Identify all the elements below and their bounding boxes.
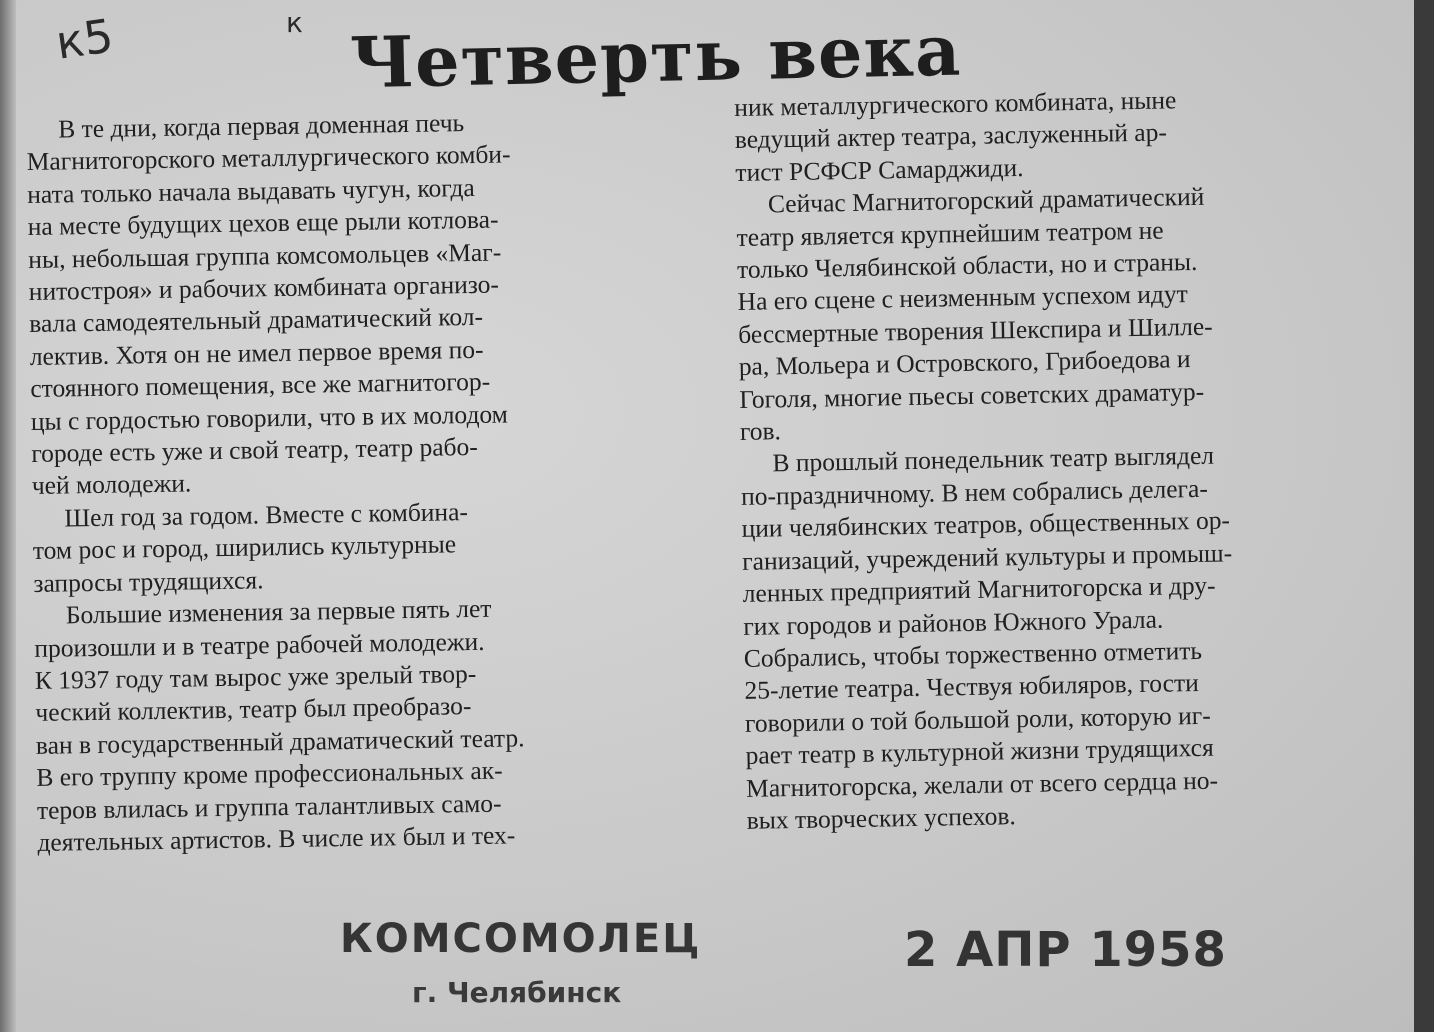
text-line: лектив. Хотя он не имел первое время по- [29,334,484,371]
text-line: Собрались, чтобы торжественно отметить [743,635,1203,673]
text-line: по-праздничному. В нем собрались делега- [740,473,1209,511]
text-line: Магнитогорского металлургического комби- [26,139,511,177]
background-edge [1414,0,1434,1032]
text-line: говорили о той большой роли, которую иг- [744,700,1211,738]
text-line: только Челябинской области, но и страны. [736,246,1198,285]
text-line: городе есть уже и свой театр, театр рабо- [31,432,478,469]
handwritten-mark: к5 [52,8,117,70]
text-line: Магнитогорска, желали от всего сердца но- [745,765,1219,803]
text-line: В прошлый понедельник театр выглядел [772,441,1215,478]
text-line: К 1937 году там вырос уже зрелый твор- [34,658,477,695]
text-line: Сейчас Магнитогорский драматический [767,182,1205,219]
text-line: Шел год за годом. Вместе с комбина- [64,496,469,533]
stamp-date: 2 АПР 1958 [904,922,1227,978]
text-line: ван в государственный драматический театр. [35,722,525,760]
text-line: произошли и в театре рабочей молодежи. [34,626,485,663]
text-line: ленных предприятий Магнитогорска и дру- [742,570,1216,609]
handwritten-star-mark: к [286,6,303,39]
text-line: цы с гордостью говорили, что в их молодом [30,399,509,436]
text-line: Большие изменения за первые пять лет [65,593,492,630]
text-line: стоянного помещения, все же магнитогор- [30,366,491,404]
text-line: рает театр в культурной жизни трудящихся [745,732,1214,771]
text-line: театр является крупнейшим театром не [736,215,1164,252]
text-line: ник металлургического комбината, ныне [734,85,1177,122]
stamp-newspaper-name: КОМСОМОЛЕЦ [340,916,702,962]
text-line: ции челябинских театров, общественных ор- [741,505,1231,544]
text-line: Гоголя, многие пьесы советских драматур- [739,376,1205,414]
text-line: нитостроя» и рабочих комбината организо- [28,269,500,307]
text-line: чей молодежи. [31,468,192,501]
text-line: 25-летие театра. Чествуя юбиляров, гости [744,668,1199,706]
article-title: Четверть века [349,8,963,105]
text-line: гих городов и районов Южного Урала. [743,604,1164,641]
text-line: запросы трудящихся. [33,565,264,598]
text-line: ческий коллектив, театр был преобразо- [35,691,472,728]
text-line: В его труппу кроме профессиональных ак- [36,755,503,793]
text-line: ра, Мольера и Островского, Грибоедова и [738,344,1191,382]
article-left-column [26,103,708,859]
stamp-city: г. Челябинск [412,976,622,1009]
article-right-column [734,80,1417,837]
text-line: теров влилась и группа талантливых само- [36,788,502,825]
text-line: В те дни, когда первая доменная печь [58,108,465,144]
text-line: бессмертные творения Шекспира и Шилле- [737,311,1213,349]
text-line: том рос и город, ширились культурные [32,529,457,566]
text-line: На его сцене с неизменным успехом идут [737,279,1189,317]
text-line: ната только начала выдавать чугун, когда [27,172,475,209]
text-line: деятельных артистов. В числе их был и тех- [37,820,516,857]
text-line: ны, небольшая группа комсомольцев «Маг- [28,237,502,274]
text-line: гов. [739,416,782,447]
clipping-left-edge [0,0,16,1032]
text-line: тист РСФСР Самарджиди. [735,152,1024,187]
text-line: на месте будущих цехов еще рыли котлова- [27,204,499,242]
text-line: ведущий актер театра, заслуженный ар- [734,117,1168,155]
text-line: вых творческих успехов. [746,801,1017,835]
text-line: ганизаций, учреждений культуры и промыш- [741,538,1233,576]
text-line: вала самодеятельный драматический кол- [29,302,484,339]
